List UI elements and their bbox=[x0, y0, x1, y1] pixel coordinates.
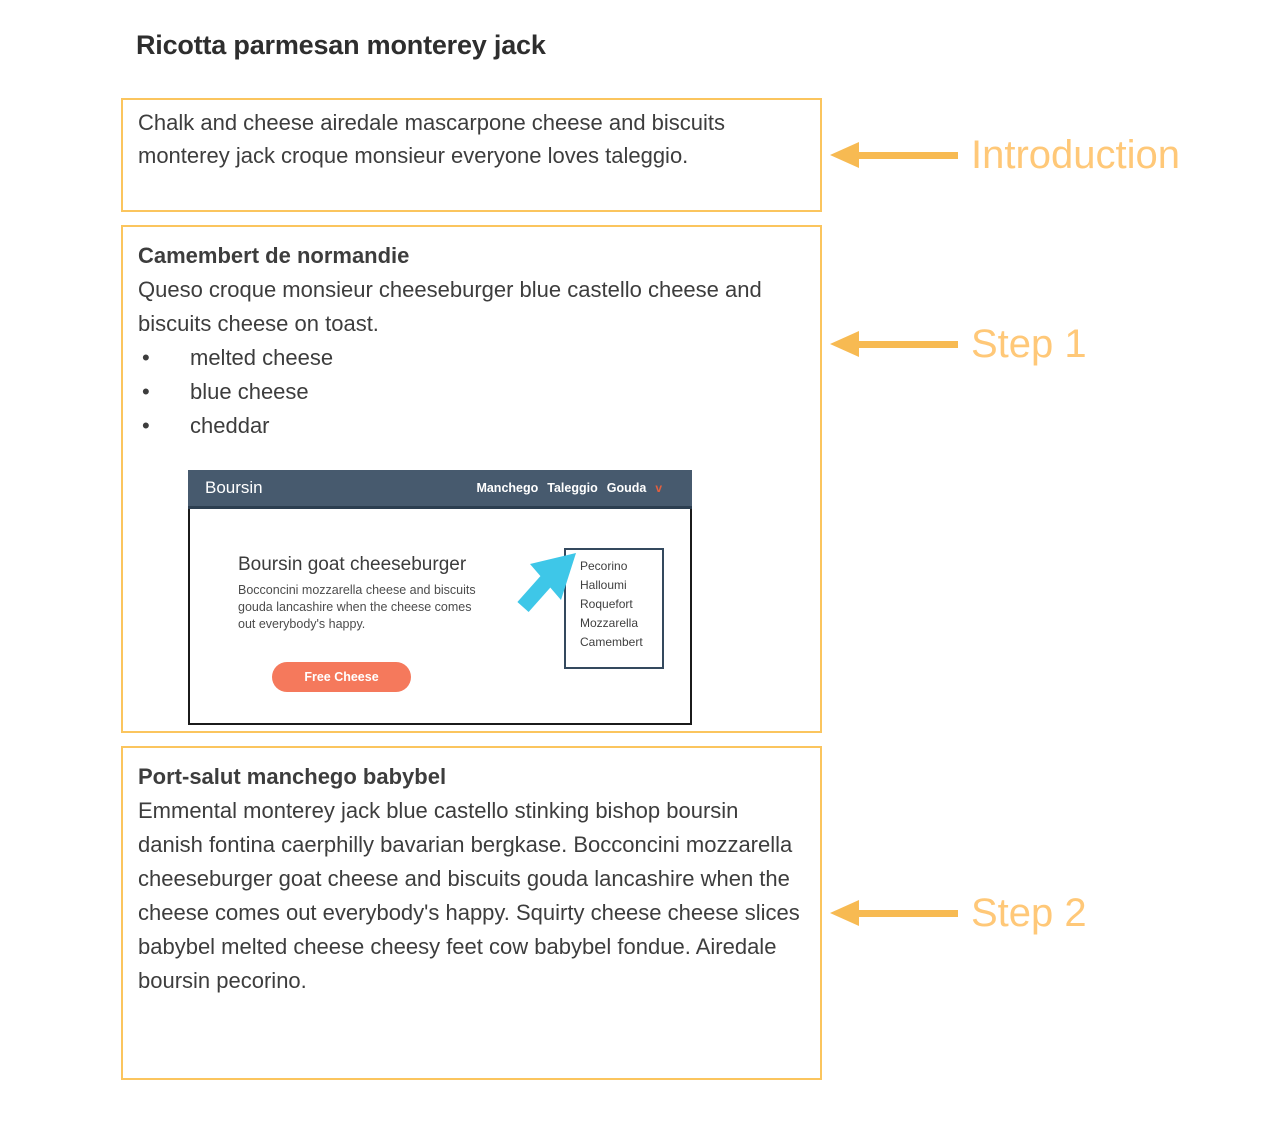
step2-heading: Port-salut manchego babybel bbox=[138, 764, 447, 789]
free-cheese-button[interactable]: Free Cheese bbox=[272, 662, 411, 692]
mockup-heading: Boursin goat cheeseburger bbox=[238, 554, 467, 575]
dropdown-item-roquefort[interactable]: Roquefort bbox=[580, 597, 633, 611]
bullet-icon: • bbox=[142, 345, 150, 370]
nav-item-manchego[interactable]: Manchego bbox=[476, 481, 539, 495]
list-item-label: melted cheese bbox=[190, 345, 334, 370]
mockup-nav-menu bbox=[476, 471, 692, 505]
step2-body: Emmental monterey jack blue castello stinking bishop boursin danish fontina caerphilly bavarian bergkase. Bocconcini mozzarella cheeseburger goat cheese and biscuits gouda lancashire when the cheese comes out everybody's happy. Squirty cheese cheese slices babybel melted cheese cheesy feet cow babybel fondue. Airedale boursin pecorino. bbox=[138, 798, 800, 993]
left-arrow-icon bbox=[830, 142, 859, 168]
bullet-icon: • bbox=[142, 379, 150, 404]
dropdown-chevron-icon[interactable]: v bbox=[655, 481, 662, 495]
dropdown-item-mozzarella[interactable]: Mozzarella bbox=[580, 616, 639, 630]
dropdown-item-halloumi[interactable]: Halloumi bbox=[580, 578, 627, 592]
arrow-line bbox=[859, 341, 958, 348]
list-item bbox=[138, 341, 805, 375]
arrow-line bbox=[859, 152, 958, 159]
dropdown-item-camembert[interactable]: Camembert bbox=[580, 635, 643, 649]
nav-item-gouda[interactable]: Gouda bbox=[606, 481, 647, 495]
introduction-box bbox=[121, 98, 822, 212]
list-item bbox=[138, 375, 805, 409]
annotation-label: Step 1 bbox=[971, 321, 1087, 366]
introduction-text: Chalk and cheese airedale mascarpone cheese and biscuits monterey jack croque monsieur everyone loves taleggio. bbox=[138, 110, 726, 168]
mockup-navbar bbox=[188, 470, 692, 509]
step2-box bbox=[121, 746, 822, 1080]
annotation-step2 bbox=[830, 888, 1087, 938]
list-item-label: blue cheese bbox=[190, 379, 309, 404]
bullet-icon: • bbox=[142, 413, 150, 438]
embedded-screenshot bbox=[188, 470, 692, 725]
nav-item-taleggio[interactable]: Taleggio bbox=[547, 481, 598, 495]
annotation-step1 bbox=[830, 319, 1087, 369]
left-arrow-icon bbox=[830, 331, 859, 357]
mockup-brand: Boursin bbox=[205, 478, 263, 497]
mockup-paragraph: Bocconcini mozzarella cheese and biscuits gouda lancashire when the cheese comes out everybody's happy. bbox=[238, 583, 476, 631]
page-title: Ricotta parmesan monterey jack bbox=[136, 30, 546, 60]
arrow-line bbox=[859, 910, 958, 917]
list-item bbox=[138, 409, 805, 443]
dropdown-item-pecorino[interactable]: Pecorino bbox=[580, 559, 628, 573]
step1-bullet-list bbox=[138, 341, 805, 443]
list-item-label: cheddar bbox=[190, 413, 270, 438]
annotation-introduction bbox=[830, 130, 1180, 180]
step1-body: Queso croque monsieur cheeseburger blue castello cheese and biscuits cheese on toast. bbox=[138, 277, 762, 336]
left-arrow-icon bbox=[830, 900, 859, 926]
step1-box bbox=[121, 225, 822, 733]
annotation-label: Step 2 bbox=[971, 890, 1087, 935]
annotation-label: Introduction bbox=[971, 132, 1181, 177]
cursor-arrow-icon bbox=[514, 551, 584, 623]
mockup-content bbox=[188, 509, 692, 725]
step1-heading: Camembert de normandie bbox=[138, 243, 410, 268]
